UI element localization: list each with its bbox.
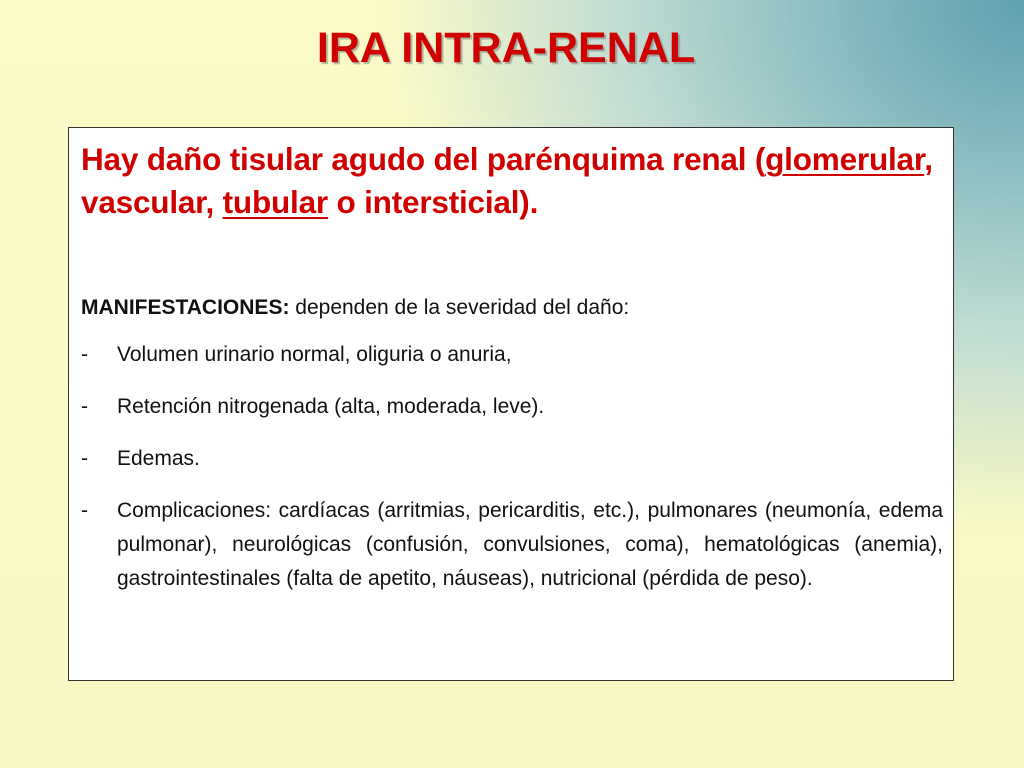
bullet-dash: - bbox=[81, 447, 88, 470]
list-item bbox=[81, 338, 943, 372]
intro-part-3: o intersticial). bbox=[327, 184, 539, 220]
content-box bbox=[68, 127, 954, 681]
underlined-term-glomerular: glomerular bbox=[765, 141, 925, 177]
manifestaciones-text: dependen de la severidad del daño: bbox=[289, 296, 630, 319]
list-item-text: Complicaciones: cardíacas (arritmias, pericarditis, etc.), pulmonares (neumonía, edema pulmonar), neurológicas (confusión, convulsiones, coma), hematológicas (anemia), gastrointestinales (falta de apetito, náuseas), nutricional (pérdida de peso). bbox=[117, 499, 943, 590]
list-item bbox=[81, 494, 943, 596]
list-item-text: Volumen urinario normal, oliguria o anuria, bbox=[117, 343, 512, 366]
manifestations-list bbox=[81, 338, 943, 596]
bullet-dash: - bbox=[81, 499, 88, 522]
bullet-dash: - bbox=[81, 395, 88, 418]
list-item-text: Edemas. bbox=[117, 447, 200, 470]
intro-statement bbox=[81, 138, 943, 224]
list-item bbox=[81, 390, 943, 424]
list-item bbox=[81, 442, 943, 476]
intro-part-1: Hay daño tisular agudo del parénquima renal ( bbox=[81, 141, 766, 177]
bullet-dash: - bbox=[81, 343, 88, 366]
manifestaciones-label: MANIFESTACIONES: bbox=[81, 296, 290, 319]
intro-part-2: , vascular, bbox=[81, 141, 933, 220]
underlined-term-tubular: tubular bbox=[222, 184, 328, 220]
slide-title: IRA INTRA-RENAL bbox=[316, 24, 696, 72]
list-item-text: Retención nitrogenada (alta, moderada, leve). bbox=[117, 395, 545, 418]
manifestaciones-heading bbox=[81, 294, 943, 322]
